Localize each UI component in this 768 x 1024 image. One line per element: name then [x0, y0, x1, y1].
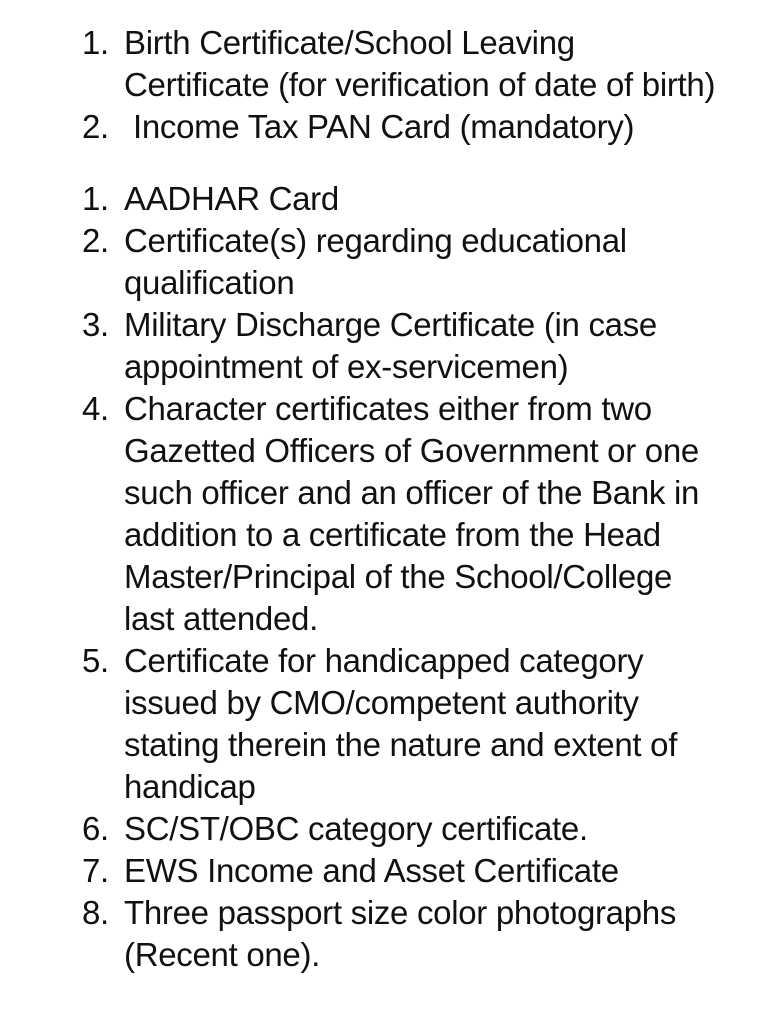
list-item-text: AADHAR Card — [124, 180, 339, 217]
list-item-number: 3. — [82, 306, 109, 343]
document-list-secondary — [0, 178, 768, 976]
list-item-number: 6. — [82, 810, 109, 847]
list-item-text: Certificate(s) regarding educational qualification — [124, 222, 627, 301]
list-item — [0, 220, 768, 304]
list-item — [0, 106, 768, 148]
list-item — [0, 388, 768, 640]
list-item-text: Birth Certificate/School Leaving Certificate (for verification of date of birth) — [124, 24, 716, 103]
list-item — [0, 892, 768, 976]
list-item-text: Military Discharge Certificate (in case appointment of ex-servicemen) — [124, 306, 657, 385]
list-item-number: 2. — [82, 108, 109, 145]
list-item — [0, 304, 768, 388]
list-item-number: 1. — [82, 24, 109, 61]
list-item-number: 8. — [82, 894, 109, 931]
list-item-text: SC/ST/OBC category certificate. — [124, 810, 588, 847]
list-item-number: 1. — [82, 180, 109, 217]
list-item — [0, 850, 768, 892]
list-item-number: 7. — [82, 852, 109, 889]
list-item-number: 5. — [82, 642, 109, 679]
list-item — [0, 22, 768, 106]
list-item-number: 4. — [82, 390, 109, 427]
list-item-text: Income Tax PAN Card (mandatory) — [133, 108, 635, 145]
document-list-primary — [0, 22, 768, 148]
list-item-text: Certificate for handicapped category issued by CMO/competent authority stating therein the nature and extent of handicap — [124, 642, 678, 805]
list-item-number: 2. — [82, 222, 109, 259]
list-item — [0, 808, 768, 850]
document-page — [0, 22, 768, 976]
list-item-text: EWS Income and Asset Certificate — [124, 852, 619, 889]
list-item — [0, 640, 768, 808]
list-item — [0, 178, 768, 220]
list-item-text: Three passport size color photographs (Recent one). — [124, 894, 677, 973]
list-item-text: Character certificates either from two Gazetted Officers of Government or one such officer and an officer of the Bank in addition to a certificate from the Head Master/Principal of the School/College last attended. — [124, 390, 700, 637]
